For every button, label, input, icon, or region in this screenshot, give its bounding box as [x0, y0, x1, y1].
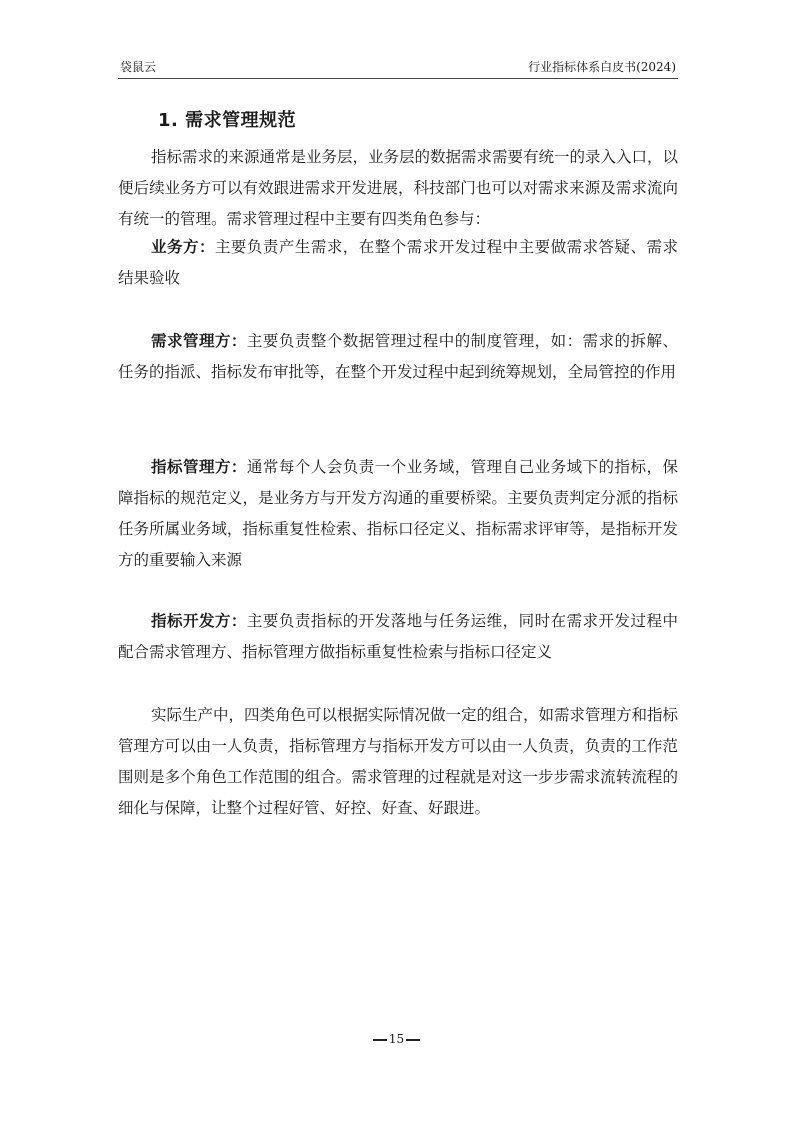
conclusion-paragraph: 实际生产中，四类角色可以根据实际情况做一定的组合，如需求管理方和指标管理方可以由一人负责，指标管理方与指标开发方可以由一人负责，负责的工作范围则是多个角色工作范围的组合。需求管理的过程就是对这一步步需求流转流程的细化与保障，让整个过程好管、好控、好查、好跟进。	[118, 706, 679, 817]
header-document-title: 行业指标体系白皮书(2024)	[528, 60, 676, 74]
role-term: 业务方：	[151, 238, 215, 256]
page-number: 15	[388, 1032, 405, 1046]
role-term: 指标开发方：	[151, 612, 247, 630]
role-description: 主要负责产生需求，在整个需求开发过程中主要做需求答疑、需求结果验收	[118, 238, 678, 287]
section-title: 1. 需求管理规范	[158, 110, 297, 131]
role-description: 主要负责指标的开发落地与任务运维，同时在需求开发过程中配合需求管理方、指标管理方做指标重复性检索与指标口径定义	[118, 612, 678, 661]
header-company: 袋鼠云	[120, 60, 157, 74]
footer-dash-right	[406, 1039, 420, 1041]
role-term: 需求管理方：	[151, 332, 247, 350]
role-metric-development	[118, 606, 678, 668]
role-business	[118, 232, 678, 294]
role-description: 主要负责整个数据管理过程中的制度管理，如：需求的拆解、任务的指派、指标发布审批等，在整个开发过程中起到统筹规划，全局管控的作用	[118, 332, 678, 381]
intro-paragraph: 指标需求的来源通常是业务层，业务层的数据需求需要有统一的录入入口，以便后续业务方可以有效跟进需求开发进展，科技部门也可以对需求来源及需求流向有统一的管理。需求管理过程中主要有四类角色参与：	[118, 148, 679, 228]
page-header	[118, 56, 678, 79]
role-term: 指标管理方：	[151, 458, 247, 476]
footer-dash-left	[373, 1039, 387, 1041]
page-footer	[0, 1032, 793, 1046]
role-metric-management	[118, 452, 678, 576]
role-description: 通常每个人会负责一个业务域，管理自己业务域下的指标，保障指标的规范定义，是业务方与开发方沟通的重要桥梁。主要负责判定分派的指标任务所属业务域，指标重复性检索、指标口径定义、指标需求评审等，是指标开发方的重要输入来源	[118, 458, 678, 569]
role-demand-management	[118, 326, 678, 388]
